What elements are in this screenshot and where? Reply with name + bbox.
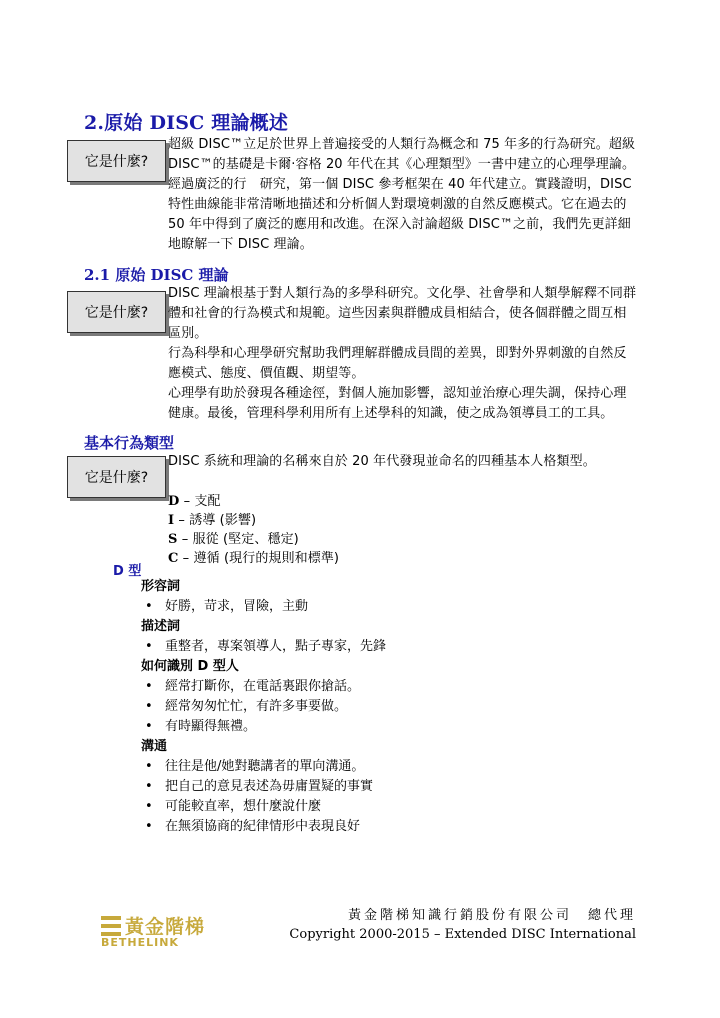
type-letter: I bbox=[168, 513, 175, 528]
type-line bbox=[168, 530, 638, 549]
bullet-icon: • bbox=[145, 679, 153, 694]
d-type-heading: D 型 bbox=[113, 564, 142, 579]
bullet-list bbox=[141, 637, 621, 657]
bullet-icon: • bbox=[145, 719, 153, 734]
paragraph-text: DISC 系統和理論的名稱來自於 20 年代發現並命名的四種基本人格類型。 bbox=[168, 454, 596, 469]
bullet-list bbox=[141, 677, 621, 737]
type-letter: S bbox=[168, 532, 178, 547]
subsection-title: 基本行為類型 bbox=[84, 434, 175, 452]
group-title: 如何識別 D 型人 bbox=[141, 659, 239, 674]
paragraph-text: 超級 DISC™立足於世界上普遍接受的人類行為概念和 75 年多的行為研究。超級 DISC™的基礎是卡爾‧容格 20 年代在其《心理類型》一書中建立的心理學理論。經過廣泛的行 研究，第一個 DISC 參考框架在 40 年代建立。實踐證明，DISC 特性曲線能非常清晰地描述和分析個人對環境刺激的自然反應模式。它在過去的 50 年中得到了廣泛的應用和改進。在深入討論超級 DISC™之前，我們先更詳細地瞭解一下 DISC 理論。 bbox=[168, 137, 636, 252]
bullet-icon: • bbox=[145, 779, 153, 794]
type-line bbox=[168, 511, 638, 530]
bullet-icon: • bbox=[145, 699, 153, 714]
footer-copyright: Copyright 2000-2015 – Extended DISC International bbox=[289, 927, 636, 942]
paragraph-text: 心理學有助於發現各種途徑，對個人施加影響，認知並治療心理失調，保持心理健康。最後，管理科學利用所有上述學科的知識，使之成為領導員工的工具。 bbox=[168, 386, 627, 421]
type-desc: – 誘導 (影響) bbox=[174, 513, 257, 528]
paragraph-text: 行為科學和心理學研究幫助我們理解群體成員間的差異，即對外界刺激的自然反應模式、態度、價值觀、期望等。 bbox=[168, 346, 627, 381]
list-item: • 把自己的意見表述為毋庸置疑的事實 bbox=[141, 777, 621, 797]
list-item: • 經常打斷你，在電話裏跟你搶話。 bbox=[141, 677, 621, 697]
section-title: 2.原始 DISC 理論概述 bbox=[84, 112, 289, 134]
bullet-list bbox=[141, 757, 621, 837]
type-desc: – 服從 (堅定、穩定) bbox=[177, 532, 299, 547]
type-letter: D bbox=[168, 494, 180, 509]
type-line bbox=[168, 492, 638, 511]
list-item: • 往往是他/她對聽講者的單向溝通。 bbox=[141, 757, 621, 777]
list-item: • 有時顯得無禮。 bbox=[141, 717, 621, 737]
list-item: • 可能較直率，想什麼說什麼 bbox=[141, 797, 621, 817]
type-desc: – 遵循 (現行的規則和標準) bbox=[178, 551, 340, 566]
group-title: 描述詞 bbox=[141, 619, 181, 634]
bullet-icon: • bbox=[145, 819, 153, 834]
bullet-icon: • bbox=[145, 599, 153, 614]
bullet-icon: • bbox=[145, 799, 153, 814]
type-desc: – 支配 bbox=[179, 494, 221, 509]
type-line bbox=[168, 549, 638, 568]
question-box: 它是什麼? bbox=[67, 140, 166, 182]
group-title: 形容詞 bbox=[141, 579, 181, 594]
group-title: 溝通 bbox=[141, 739, 168, 754]
d-type-groups bbox=[141, 577, 621, 837]
paragraph-text: DISC 理論根基于對人類行為的多學科研究。文化學、社會學和人類學解釋不同群體和社會的行為模式和規範。這些因素與群體成員相結合，使各個群體之間互相區別。 bbox=[168, 286, 637, 341]
list-item: • 在無須協商的紀律情形中表現良好 bbox=[141, 817, 621, 837]
list-item: • 好勝，苛求，冒險，主動 bbox=[141, 597, 621, 617]
question-box: 它是什麼? bbox=[67, 456, 166, 498]
basic-types-block bbox=[168, 452, 638, 568]
bullet-icon: • bbox=[145, 639, 153, 654]
question-box: 它是什麼? bbox=[67, 291, 166, 333]
subsection-paragraphs bbox=[168, 284, 638, 424]
bullet-list bbox=[141, 597, 621, 617]
subsection-title: 2.1 原始 DISC 理論 bbox=[84, 266, 229, 284]
type-letter: C bbox=[168, 551, 179, 566]
footer-company: 黃金階梯知識行銷股份有限公司 總代理 bbox=[347, 908, 636, 923]
logo-mark bbox=[101, 912, 205, 939]
logo-chinese-text: 黃金階梯 bbox=[125, 916, 206, 938]
list-item: • 重整者，專案領導人，點子專家，先鋒 bbox=[141, 637, 621, 657]
list-item: • 經常匆匆忙忙，有許多事要做。 bbox=[141, 697, 621, 717]
logo-english-text: BETHELINK bbox=[101, 936, 179, 949]
bullet-icon: • bbox=[145, 759, 153, 774]
logo-stripes-icon bbox=[101, 916, 121, 936]
page-footer bbox=[289, 906, 636, 944]
section-paragraph bbox=[168, 135, 638, 255]
